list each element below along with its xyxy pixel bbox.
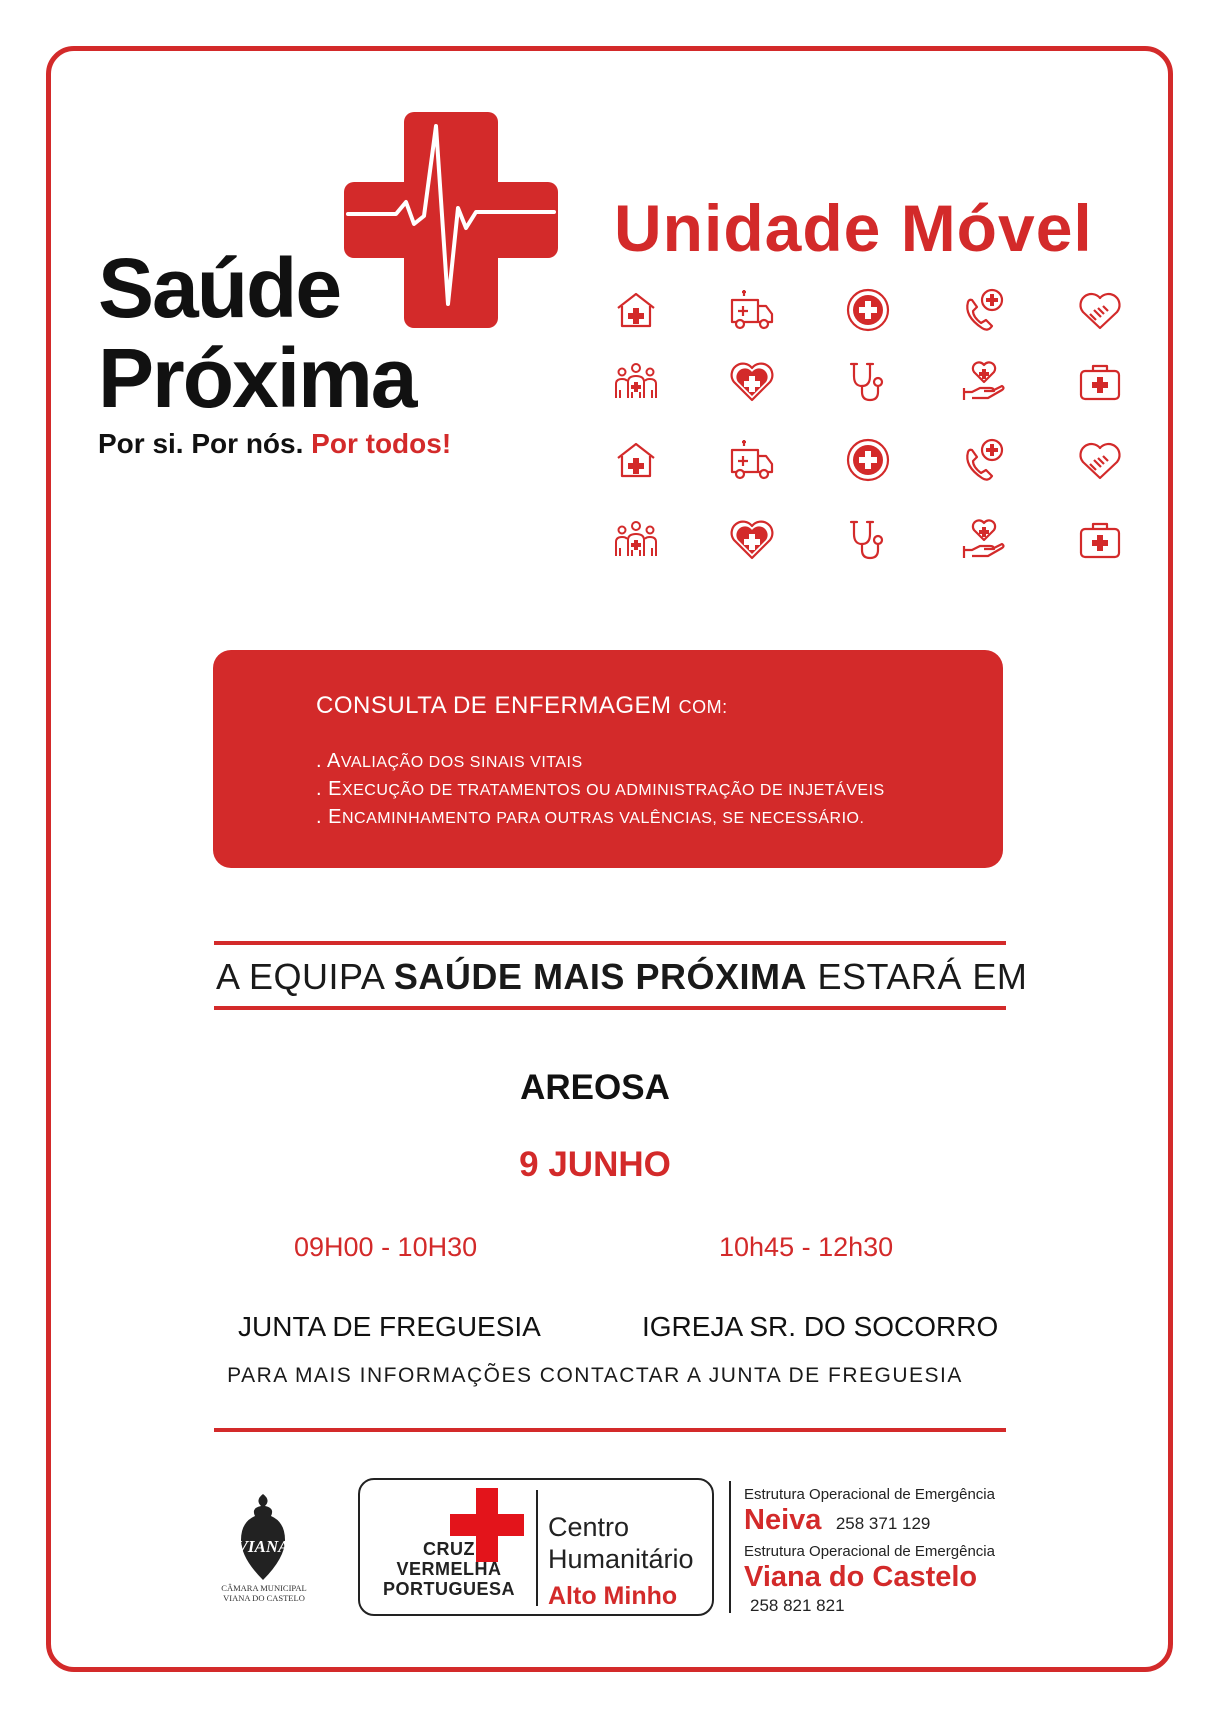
contact-label: Estrutura Operacional de Emergência — [744, 1543, 995, 1560]
divider-footer — [214, 1428, 1006, 1432]
medical-team-icon — [612, 516, 660, 564]
center-name — [548, 1511, 694, 1576]
contact-note: PARA MAIS INFORMAÇÕES CONTACTAR A JUNTA DE FREGUESIA — [227, 1364, 963, 1387]
services-title — [316, 692, 728, 720]
services-item-cap: . E — [316, 778, 342, 800]
hand-heart-icon — [960, 516, 1008, 564]
logo-title-line1: Saúde — [98, 241, 341, 335]
ambulance-icon — [728, 286, 776, 334]
event-place: AREOSA — [520, 1068, 670, 1107]
event-date: 9 JUNHO — [519, 1145, 671, 1184]
ambulance-icon — [728, 436, 776, 484]
contact-name: Viana do Castelo — [744, 1561, 978, 1593]
contact-phone: 258 821 821 — [750, 1596, 845, 1615]
stethoscope-icon — [844, 516, 892, 564]
hospital-icon — [612, 436, 660, 484]
slot-time: 10h45 - 12h30 — [719, 1232, 894, 1262]
medical-cross-icon — [844, 286, 892, 334]
municipality-line2: VIANA DO CASTELO — [223, 1592, 305, 1603]
tagline-red: Por todos! — [311, 428, 452, 459]
hand-heart-icon — [960, 358, 1008, 406]
services-item-text: VALIAÇÃO DOS SINAIS VITAIS — [340, 754, 583, 771]
services-item — [316, 778, 885, 801]
red-cross-name-line: VERMELHA — [396, 1558, 502, 1579]
contact-viana — [744, 1543, 995, 1616]
health-cross-logo-icon — [340, 108, 562, 330]
medical-team-icon — [612, 358, 660, 406]
divider-bottom — [214, 1006, 1006, 1010]
handshake-heart-icon — [1076, 436, 1124, 484]
municipality-name — [212, 1584, 316, 1604]
divider-top — [214, 941, 1006, 945]
center-line2: Humanitário — [548, 1544, 694, 1575]
red-cross-name-line: CRUZ — [423, 1539, 475, 1559]
team-heading — [216, 956, 1028, 998]
svg-text:VIANA: VIANA — [236, 1537, 290, 1556]
viana-municipality-logo-icon — [228, 1488, 298, 1584]
services-title-small: COM: — [678, 697, 728, 717]
team-heading-before: A EQUIPA — [216, 956, 384, 997]
red-cross-separator — [536, 1490, 538, 1606]
logo-title-line2: Próxima — [98, 331, 416, 425]
contact-neiva — [744, 1486, 995, 1537]
team-heading-bold: SAÚDE MAIS PRÓXIMA — [393, 956, 807, 997]
red-cross-name-line: PORTUGUESA — [382, 1578, 515, 1599]
services-item-text: XECUÇÃO DE TRATAMENTOS OU ADMINISTRAÇÃO DE INJETÁVEIS — [341, 782, 885, 799]
phone-health-icon — [960, 286, 1008, 334]
contact-name: Neiva — [744, 1504, 822, 1536]
services-title-main: CONSULTA DE ENFERMAGEM — [316, 692, 672, 719]
services-item — [316, 806, 864, 829]
services-item-cap: . A — [316, 750, 341, 772]
footer-separator — [729, 1481, 731, 1613]
team-heading-after: ESTARÁ EM — [817, 956, 1028, 997]
heart-cross-icon — [728, 516, 776, 564]
first-aid-kit-icon — [1076, 516, 1124, 564]
logo-tagline — [98, 428, 451, 460]
page-title: Unidade Móvel — [614, 191, 1093, 265]
medical-cross-icon — [844, 436, 892, 484]
services-item-cap: . E — [316, 806, 342, 828]
handshake-heart-icon — [1076, 286, 1124, 334]
center-line1: Centro — [548, 1512, 630, 1542]
phone-health-icon — [960, 436, 1008, 484]
services-item — [316, 750, 583, 773]
center-region: Alto Minho — [548, 1582, 678, 1610]
heart-cross-icon — [728, 358, 776, 406]
slot-time: 09H00 - 10H30 — [294, 1232, 478, 1262]
slot-location: IGREJA SR. DO SOCORRO — [642, 1311, 999, 1342]
services-item-text: NCAMINHAMENTO PARA OUTRAS VALÊNCIAS, SE NECESSÁRIO. — [341, 810, 865, 827]
first-aid-kit-icon — [1076, 358, 1124, 406]
tagline-dark: Por si. Por nós. — [98, 428, 304, 459]
red-cross-name — [366, 1540, 532, 1599]
stethoscope-icon — [844, 358, 892, 406]
municipality-line1: CÂMARA MUNICIPAL — [221, 1583, 307, 1593]
contact-label: Estrutura Operacional de Emergência — [744, 1486, 995, 1503]
contact-phone: 258 371 129 — [835, 1514, 931, 1533]
icon-grid — [600, 282, 1140, 572]
hospital-icon — [612, 286, 660, 334]
slot-location: JUNTA DE FREGUESIA — [238, 1311, 541, 1342]
